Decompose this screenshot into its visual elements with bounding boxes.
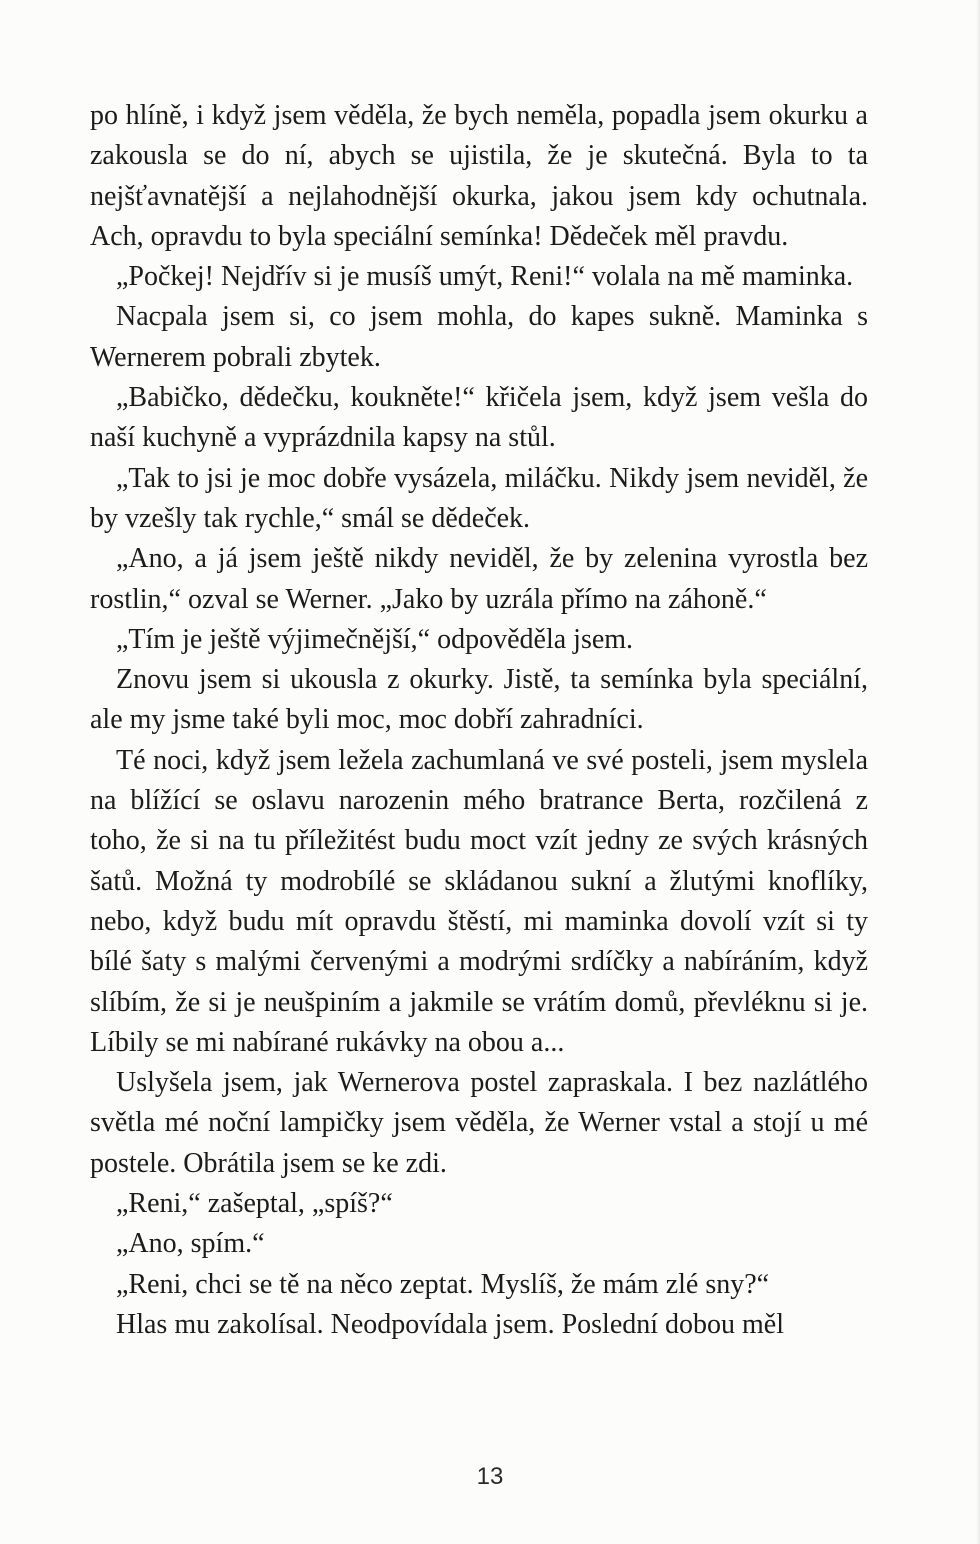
- paragraph-10: Uslyšela jsem, jak Wernerova postel zapraskala. I bez nazlátlého světla mé noční lampičky jsem věděla, že Werner vstal a stojí u mé postele. Obrátila jsem se ke zdi.: [90, 1067, 868, 1179]
- body-text: [90, 96, 868, 1345]
- page-edge-shadow: [976, 0, 980, 1544]
- paragraph-9: Té noci, když jsem ležela zachumlaná ve své posteli, jsem myslela na blížící se oslavu narozenin mého bratrance Berta, rozčilená z toho, že si na tu příležitést budu moct vzít jedny ze svých krásných šatů. Možná ty modrobílé se skládanou sukní a žlutými knoflíky, nebo, když budu mít opravdu štěstí, mi maminka dovolí vzít si ty bílé šaty s malými červenými a modrými srdíčky a nabíráním, když slíbím, že si je neušpiním a jakmile se vrátím domů, převléknu si je. Líbily se mi nabírané rukávky na obou a...: [90, 744, 868, 1058]
- paragraph-3: Nacpala jsem si, co jsem mohla, do kapes sukně. Maminka s Wernerem pobrali zbytek.: [90, 301, 868, 373]
- page-number: 13: [476, 1463, 504, 1490]
- paragraph-2: „Počkej! Nejdřív si je musíš umýt, Reni!“ volala na mě maminka.: [116, 261, 854, 293]
- paragraph-7: „Tím je ještě výjimečnější,“ odpověděla jsem.: [116, 623, 634, 655]
- paragraph-4: „Babičko, dědečku, koukněte!“ křičela jsem, když jsem vešla do naší kuchyně a vyprázdnila kapsy na stůl.: [90, 382, 868, 454]
- paragraph-14: Hlas mu zakolísal. Neodpovídala jsem. Poslední dobou měl: [116, 1308, 785, 1340]
- paragraph-1: po hlíně, i když jsem věděla, že bych neměla, popadla jsem okurku a zakousla se do ní, abych se ujistila, že je skutečná. Byla to ta nejšťavnatější a nejlahodnější okurka, jakou jsem kdy ochutnala. Ach, opravdu to byla speciální semínka! Dědeček měl pravdu.: [90, 100, 868, 252]
- paragraph-6: „Ano, a já jsem ještě nikdy neviděl, že by zelenina vyrostla bez rostlin,“ ozval se Werner. „Jako by uzrála přímo na záhoně.“: [90, 543, 868, 615]
- paragraph-8: Znovu jsem si ukousla z okurky. Jistě, ta semínka byla speciální, ale my jsme také byli moc, moc dobří zahradníci.: [90, 664, 868, 736]
- paragraph-13: „Reni, chci se tě na něco zeptat. Myslíš, že mám zlé sny?“: [116, 1268, 770, 1300]
- paragraph-12: „Ano, spím.“: [116, 1228, 265, 1260]
- paragraph-5: „Tak to jsi je moc dobře vysázela, miláčku. Nikdy jsem neviděl, že by vzešly tak rychle,“ smál se dědeček.: [90, 462, 868, 534]
- paragraph-11: „Reni,“ zašeptal, „spíš?“: [116, 1188, 393, 1220]
